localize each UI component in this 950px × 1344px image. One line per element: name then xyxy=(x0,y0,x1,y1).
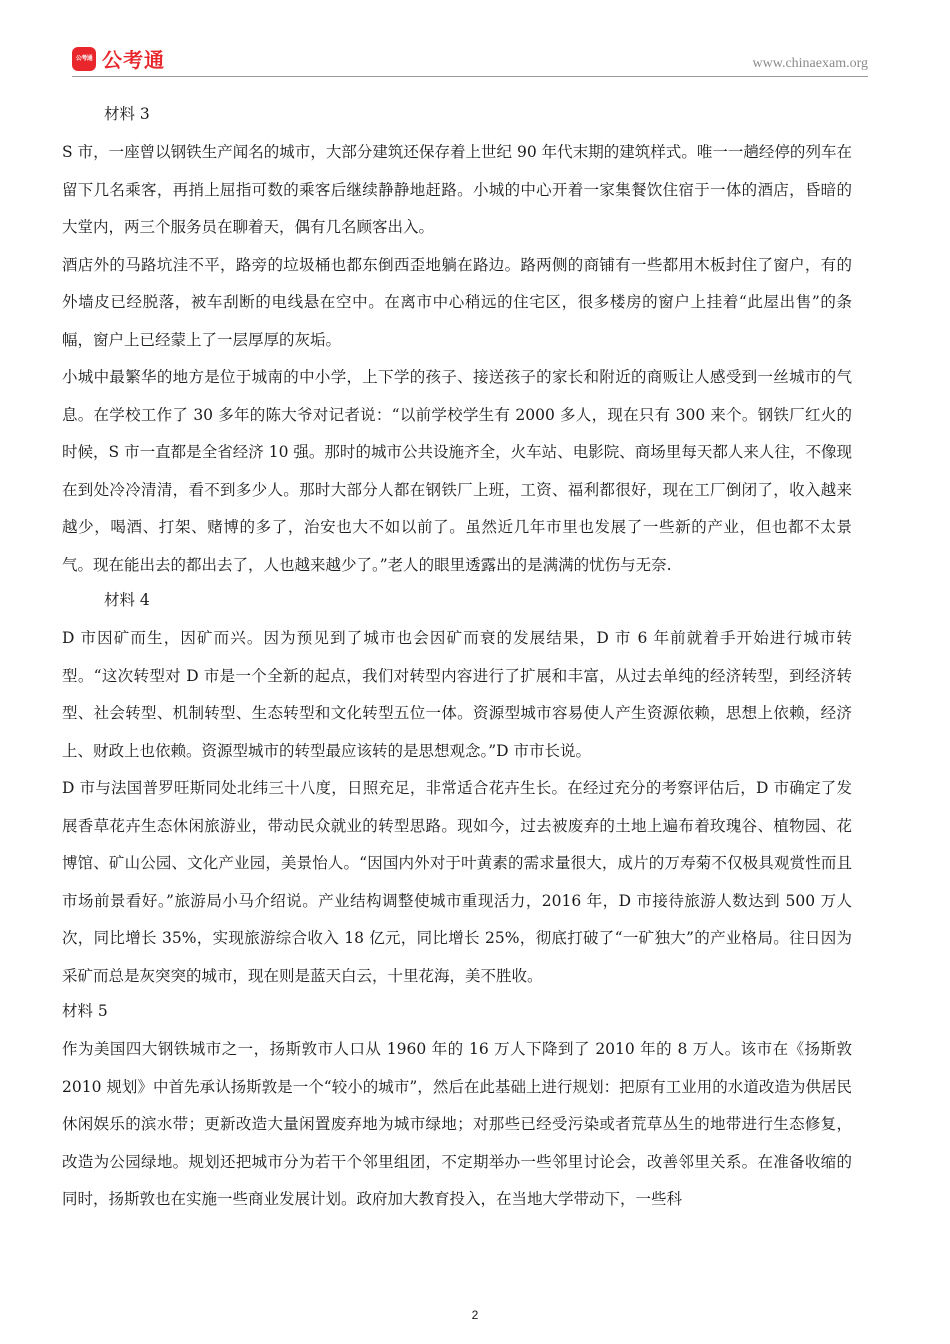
section-heading-4: 材料 4 xyxy=(104,591,150,609)
brand-logo[interactable] xyxy=(72,44,165,73)
document-body xyxy=(62,98,852,1219)
paragraph: 作为美国四大钢铁城市之一，扬斯敦市人口从 1960 年的 16 万人下降到了 2010 年的 8 万人。该市在《扬斯敦 2010 规划》中首先承认扬斯敦是一个“较小的城市”，然后在此基础上进行规划：把原有工业用的水道改造为供居民休闲娱乐的滨水带；更新改造大量闲置废弃地为城市绿地；对那些已经受污染或者荒草丛生的地带进行生态修复，改造为公园绿地。规划还把城市分为若干个邻里组团，不定期举办一些邻里讨论会，改善邻里关系。在准备收缩的同时，扬斯敦也在实施一些商业发展计划。政府加大教育投入，在当地大学带动下，一些科 xyxy=(62,1040,852,1208)
logo-text: 公考通 xyxy=(102,48,165,72)
page-number: 2 xyxy=(471,1308,479,1322)
page-header xyxy=(0,0,950,80)
paragraph: 小城中最繁华的地方是位于城南的中小学，上下学的孩子、接送孩子的家长和附近的商贩让人感受到一丝城市的气息。在学校工作了 30 多年的陈大爷对记者说：“以前学校学生有 2000 多人，现在只有 300 来个。钢铁厂红火的时候，S 市一直都是全省经济 10 强。那时的城市公共设施齐全，火车站、电影院、商场里每天都人来人往，不像现在到处冷冷清清，看不到多少人。那时大部分人都在钢铁厂上班，工资、福利都很好，现在工厂倒闭了，收入越来越少，喝酒、打架、赌博的多了，治安也大不如以前了。虽然近几年市里也发展了一些新的产业，但也都不太景气。现在能出去的都出去了，人也越来越少了。”老人的眼里透露出的是满满的忧伤与无奈. xyxy=(62,368,852,574)
site-url[interactable]: www.chinaexam.org xyxy=(752,56,868,71)
paragraph: S 市，一座曾以钢铁生产闻名的城市，大部分建筑还保存着上世纪 90 年代末期的建筑样式。唯一一趟经停的列车在留下几名乘客，再捎上屈指可数的乘客后继续静静地赶路。小城的中心开着一家集餐饮住宿于一体的酒店，昏暗的大堂内，两三个服务员在聊着天，偶有几名顾客出入。 xyxy=(62,143,852,236)
section-heading-5: 材料 5 xyxy=(62,1002,108,1020)
section-heading-3: 材料 3 xyxy=(104,105,150,123)
paragraph: D 市与法国普罗旺斯同处北纬三十八度，日照充足，非常适合花卉生长。在经过充分的考察评估后，D 市确定了发展香草花卉生态休闲旅游业，带动民众就业的转型思路。现如今，过去被废弃的土地上遍布着玫瑰谷、植物园、花博馆、矿山公园、文化产业园，美景怡人。“因国内外对于叶黄素的需求量很大，成片的万寿菊不仅极具观赏性而且市场前景看好。”旅游局小马介绍说。产业结构调整使城市重现活力，2016 年，D 市接待旅游人数达到 500 万人次，同比增长 35%，实现旅游综合收入 18 亿元，同比增长 25%，彻底打破了“一矿独大”的产业格局。往日因为采矿而总是灰突突的城市，现在则是蓝天白云，十里花海，美不胜收。 xyxy=(62,779,852,985)
header-divider xyxy=(72,76,868,77)
paragraph: D 市因矿而生，因矿而兴。因为预见到了城市也会因矿而衰的发展结果，D 市 6 年前就着手开始进行城市转型。“这次转型对 D 市是一个全新的起点，我们对转型内容进行了扩展和丰富，从过去单纯的经济转型，到经济转型、社会转型、机制转型、生态转型和文化转型五位一体。资源型城市容易使人产生资源依赖，思想上依赖，经济上、财政上也依赖。资源型城市的转型最应该转的是思想观念。”D 市市长说。 xyxy=(62,629,852,760)
logo-badge-icon: 公考通 xyxy=(72,47,96,71)
paragraph: 酒店外的马路坑洼不平，路旁的垃圾桶也都东倒西歪地躺在路边。路两侧的商铺有一些都用木板封住了窗户，有的外墙皮已经脱落，被车刮断的电线悬在空中。在离市中心稍远的住宅区，很多楼房的窗户上挂着“此屋出售”的条幅，窗户上已经蒙上了一层厚厚的灰垢。 xyxy=(62,255,852,349)
